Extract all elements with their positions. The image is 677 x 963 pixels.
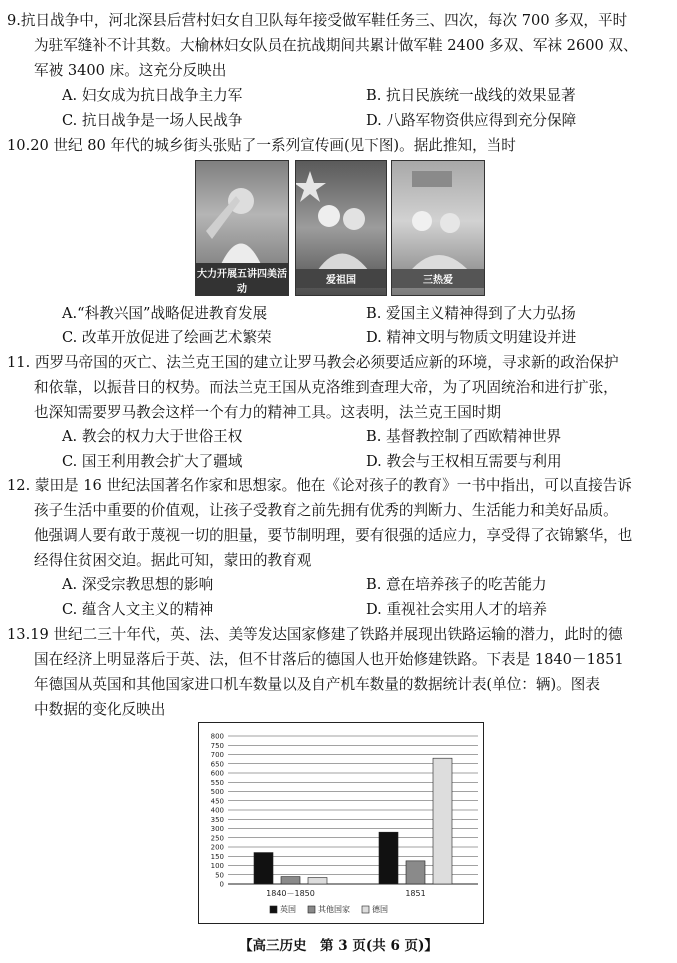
y-tick-label: 0: [219, 880, 224, 889]
x-tick-label: 1851: [405, 889, 426, 898]
y-tick-label: 150: [210, 852, 224, 861]
q10-stem-line-1: 10.20 世纪 80 年代的城乡街头张贴了一系列宣传画(见下图)。据此推知，当时: [7, 137, 516, 154]
poster-2-caption: 爱祖国: [296, 269, 386, 288]
q9-option-b: B. 抗日民族统一战线的效果显著: [366, 87, 576, 104]
q11-option-a: A. 教会的权力大于世俗王权: [62, 428, 243, 445]
bar: [406, 861, 425, 884]
q12-stem-line-3: 他强调人要有敢于蔑视一切的胆量，要节制明理，要有很强的适应力，享受得了衣锦繁华，也: [34, 527, 633, 544]
q11-stem-line-2: 和依靠，以振昔日的权势。而法兰克王国从克洛维到查理大帝，为了巩固统治和进行扩张，: [34, 379, 618, 396]
q11-stem-line-1: 11. 西罗马帝国的灭亡、法兰克王国的建立让罗马教会必须要适应新的环境，寻求新的政治保护: [7, 354, 619, 371]
x-tick-label: 1840－1850: [266, 889, 315, 898]
page-footer: 【高三历史 第 3 页(共 6 页)】: [239, 938, 438, 954]
q10-option-d: D. 精神文明与物质文明建设并进: [366, 329, 577, 346]
q12-option-c: C. 蕴含人文主义的精神: [62, 601, 214, 618]
q11-option-c: C. 国王利用教会扩大了疆域: [62, 453, 243, 470]
q11-option-b: B. 基督教控制了西欧精神世界: [366, 428, 562, 445]
y-tick-label: 300: [210, 825, 224, 833]
y-tick-label: 400: [210, 806, 224, 815]
y-tick-label: 650: [210, 760, 224, 769]
y-tick-label: 500: [210, 788, 224, 796]
bar: [281, 877, 300, 884]
propaganda-poster-1: [195, 160, 289, 296]
q9-option-d: D. 八路军物资供应得到充分保障: [366, 112, 577, 129]
y-tick-label: 800: [210, 732, 224, 741]
y-tick-label: 50: [215, 871, 224, 880]
legend-label: 英国: [280, 905, 296, 914]
q9-option-c: C. 抗日战争是一场人民战争: [62, 112, 243, 129]
q10-option-c: C. 改革开放促进了绘画艺术繁荣: [62, 329, 272, 346]
q12-stem-line-2: 孩子生活中重要的价值观，让孩子受教育之前先拥有优秀的判断力、生活能力和美好品质。: [34, 502, 618, 519]
propaganda-poster-3: [391, 160, 485, 296]
q12-option-d: D. 重视社会实用人才的培养: [366, 601, 547, 618]
q10-option-a: A.“科教兴国”战略促进教育发展: [62, 305, 268, 322]
y-tick-label: 250: [210, 834, 224, 843]
y-tick-label: 600: [210, 769, 224, 778]
q12-stem-line-1: 12. 蒙田是 16 世纪法国著名作家和思想家。他在《论对孩子的教育》一书中指出，可以直接告诉: [7, 477, 632, 494]
q11-option-d: D. 教会与王权相互需要与利用: [366, 453, 562, 470]
y-tick-label: 350: [210, 815, 224, 824]
y-tick-label: 200: [210, 843, 224, 852]
poster-3-caption: 三热爱: [392, 269, 484, 288]
q13-stem-line-3: 年德国从英国和其他国家进口机车数量以及自产机车数量的数据统计表(单位：辆)。图表: [34, 676, 600, 693]
q13-stem-line-1: 13.19 世纪二三十年代，英、法、美等发达国家修建了铁路并展现出铁路运输的潜力，此时的德: [7, 626, 623, 643]
poster-1-caption: 大力开展五讲四美活动: [196, 263, 288, 296]
locomotive-bar-chart: [198, 722, 484, 924]
y-tick-label: 750: [210, 741, 224, 750]
bar: [308, 878, 327, 884]
legend-swatch: [270, 906, 277, 913]
y-tick-label: 100: [210, 862, 224, 870]
legend-label: 德国: [372, 905, 388, 914]
y-tick-label: 700: [210, 751, 224, 759]
legend-label: 其他国家: [318, 905, 350, 914]
bar: [254, 853, 273, 884]
q12-option-b: B. 意在培养孩子的吃苦能力: [366, 576, 547, 593]
q13-stem-line-4: 中数据的变化反映出: [34, 701, 166, 718]
q13-stem-line-2: 国在经济上明显落后于英、法，但不甘落后的德国人也开始修建铁路。下表是 1840－1851: [34, 651, 624, 668]
q9-option-a: A. 妇女成为抗日战争主力军: [62, 87, 243, 104]
q11-stem-line-3: 也深知需要罗马教会这样一个有力的精神工具。这表明，法兰克王国时期: [34, 404, 502, 421]
q12-stem-line-4: 经得住贫困交迫。据此可知，蒙田的教育观: [34, 552, 312, 569]
propaganda-poster-2: [295, 160, 387, 296]
q9-stem-line-3: 军被 3400 床。这充分反映出: [34, 62, 227, 79]
legend-swatch: [308, 906, 315, 913]
q12-option-a: A. 深受宗教思想的影响: [62, 576, 214, 593]
q10-option-b: B. 爱国主义精神得到了大力弘扬: [366, 305, 576, 322]
q9-stem-line-2: 为驻军缝补不计其数。大榆林妇女队员在抗战期间共累计做军鞋 2400 多双、军袜 2600 双、: [34, 37, 638, 54]
bar: [433, 758, 452, 884]
y-tick-label: 550: [210, 778, 224, 787]
q9-stem-line-1: 9.抗日战争中，河北深县后营村妇女自卫队每年接受做军鞋任务三、四次，每次 700 多双，平时: [7, 12, 628, 29]
y-tick-label: 450: [210, 797, 224, 806]
legend-swatch: [362, 906, 369, 913]
bar: [379, 832, 398, 884]
